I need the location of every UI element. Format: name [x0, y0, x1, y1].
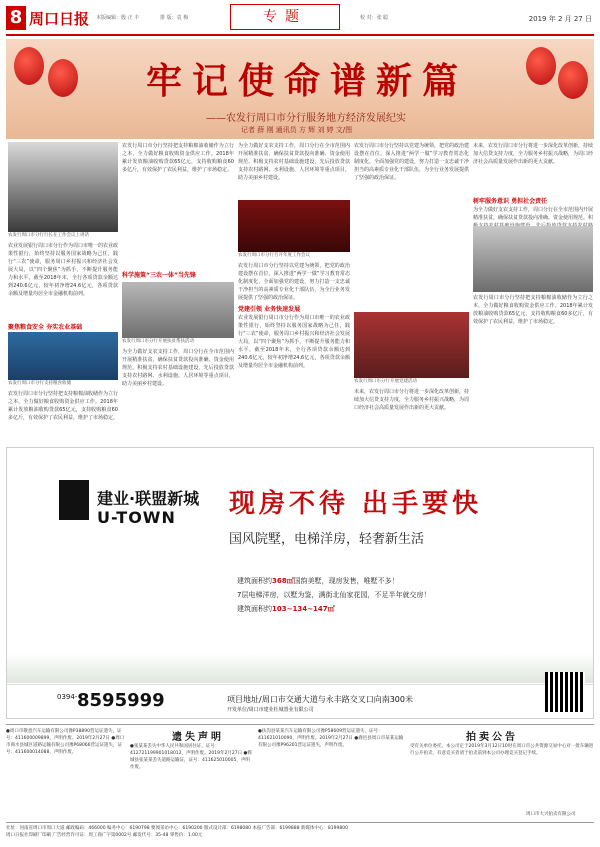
ad-apartment-line: 7层电梯洋房，以墅为鉴，满街北仙家花园，不足半年就交房！	[237, 591, 431, 599]
ad-phone-prefix: 0394-	[57, 693, 78, 701]
ad-address: 项目地址/周口市交通大道与永丰路交叉口向南300米	[227, 695, 413, 704]
article-text-col4: 未来，农发行周口市分行将进一步深化改革创新，持续加大信贷支持力度，全力服务乡村振兴战略，为周口经济社会高质量发展作出新的更大贡献。	[354, 389, 470, 411]
ad-phone: 8595999	[77, 690, 165, 711]
subhead-service: 树牢服务意识 勇担社会责任	[473, 198, 548, 205]
photo-caption: 农发行周口市分行开展扶贫帮扶活动	[122, 339, 194, 344]
photo-party-event	[354, 312, 469, 378]
notice-column-1: ●周口市敬意汽车运输有限公司豫P38890营运证遗失，证号：411600009899，声明作废。2019年2月27日 ●周口市商水县城区道路运输有限公司豫P68066营运证遗失，证号：411600014088，声明作废。	[6, 729, 125, 755]
ad-line-suffix: 国韵美墅，现房发售，唯墅不多！	[293, 577, 399, 585]
ad-skyline-image	[7, 653, 593, 683]
u-town-logo-icon	[59, 480, 89, 520]
article-text-col3: 农业发展银行周口市分行作为周口市唯一的农业政策性银行，始终坚持以服务国家战略为己任，践行“三农”使命，服务周口乡村振兴和经济社会发展大局，以“四个聚焦”为抓手，不断提升服务能力和水平。截至2018年末，全行各项贷款余额达到240.6亿元，较年初净增24.6亿元，各项贷款余额及增量均居全市金融机构前列。	[238, 315, 350, 369]
notices-section	[6, 724, 594, 824]
article-text-col5a: 未来，农发行周口市分行将进一步深化改革创新，持续加大信贷支持力度，全力服务乡村振兴战略，为周口经济社会高质量发展作出新的更大贡献。	[473, 143, 594, 165]
photo-field-visit	[122, 282, 234, 338]
lantern-icon	[48, 59, 78, 97]
editor-info: 本版编辑：殷 正 丰	[96, 15, 140, 21]
article-text-col1: 农发行周口市分行坚持把支持粮棉油收储作为立行之本，全力做好粮食收购资金供应工作。2018年累计发放粮油收购贷款65亿元，支持收购粮食60多亿斤，有效保护了农民利益，维护了市场稳定。	[8, 391, 119, 421]
layout-info: 排 版：袁 梅	[160, 15, 189, 21]
byline: 记者 薛 刚 通讯员 方 辉 刘 婷 文/图	[241, 126, 353, 134]
page-number: 8	[6, 6, 26, 30]
article-text-col2: 为全力做好支农支持工作，周口分行在全市范围内开展精准扶贫，确保扶贫贷款投向准确、资金使用规范。积极支持农村基础设施建设，先后投放贷款支持农村路网、水利设施、人居环境等重点项目，助力美丽乡村建设。	[122, 349, 234, 387]
ad-brand-en: U-TOWN	[97, 508, 176, 527]
photo-caption: 农发行周口市分行支持粮食收储	[8, 381, 71, 386]
qr-code-icon	[545, 672, 585, 712]
page-footer	[6, 822, 594, 844]
lost-notice-title: 遗失声明	[172, 732, 224, 743]
section-tab: 专题	[230, 4, 340, 30]
proof-info: 校 对：张 聪	[360, 15, 389, 21]
ad-line-prefix: 建筑面积约	[237, 577, 272, 585]
photo-meeting	[238, 200, 350, 252]
ad-area-line	[237, 604, 335, 614]
notice-column-2: ●张某某丢失中华人民共和国居住证，证号：412721199901018012，声明作废。2019年2月27日 ●郸城县张某某丢失道路运输证，证号：411625010005，声明作废。	[130, 744, 252, 770]
subhead-three-rural: 科学施策“三农一体”当先锋	[122, 272, 196, 279]
article-text-col3b: 农发行周口市分行坚持以党建为统领，把党的政治建设摆在首位，深入推进“两学一做”学习教育常态化制度化，全面加强党的建设，努力打造一支忠诚干净担当的高素质专业化干部队伍，为全行业务发展提供了坚强的政治保证。	[238, 263, 350, 301]
article-text-col5: 农发行周口市分行坚持把支持粮棉油收储作为立行之本，全力做好粮食收购资金供应工作。2018年累计发放粮油收购贷款65亿元，支持收购粮食60多亿斤，有效保护了农民利益，维护了市场稳定。	[473, 295, 593, 325]
feature-banner	[6, 39, 594, 139]
auction-notice-title: 拍卖公告	[466, 732, 518, 743]
issue-date: 2019 年 2 月 27 日	[528, 15, 592, 23]
article-text-col1-intro: 农业发展银行周口市分行作为周口市唯一的农业政策性银行，始终坚持以服务国家战略为己任，践行“三农”使命，服务周口乡村振兴和经济社会发展大局，以“四个聚焦”为抓手，不断提升服务能力和水平。截至2018年末，全行各项贷款余额达到240.6亿元，较年初净增24.6亿元，各项贷款余额及增量均居全市金融机构前列。	[8, 243, 119, 297]
photo-signing	[8, 332, 118, 380]
lantern-icon	[526, 47, 556, 85]
ad-villa-area: 368㎡	[272, 577, 294, 585]
lantern-icon	[558, 61, 588, 99]
subhead-party: 党建引领 业务快速发展	[238, 306, 301, 313]
article-text-col3a: 为全力做好支农支持工作，周口分行在全市范围内开展精准扶贫，确保扶贫贷款投向准确、资金使用规范。积极支持农村基础设施建设，先后投放贷款支持农村路网、水利设施、人居环境等重点项目，助力美丽乡村建设。	[238, 143, 350, 181]
photo-bank-leader	[8, 142, 118, 232]
ad-line-prefix: 建筑面积约	[237, 605, 272, 613]
photo-caption: 农发行周口市分行行长在工作会议上讲话	[8, 233, 89, 238]
header-divider	[6, 34, 594, 36]
lantern-icon	[14, 47, 44, 85]
real-estate-ad	[6, 447, 594, 719]
paper-name: 周口日报	[29, 10, 90, 28]
banner-subtitle: ——农发行周口市分行服务地方经济发展纪实	[206, 113, 406, 124]
ad-slogan: 现房不待 出手要快	[229, 489, 483, 519]
photo-caption: 农发行周口市分行召开年度工作会议	[238, 253, 310, 258]
ad-tagline: 国风院墅，电梯洋房，轻奢新生活	[229, 532, 425, 547]
notice-column-3: ●扶沟县某某汽车运输有限公司豫P58609营运证遗失，证号：411621010090，声明作废。2019年2月27日 ●鹿邑县周口市某某运输有限公司豫P96201营运证遗失，声明作废。	[258, 729, 404, 748]
masthead	[0, 0, 600, 38]
article-text-col4a: 农发行周口市分行坚持以党建为统领，把党的政治建设摆在首位，深入推进“两学一做”学习教育常态化制度化，全面加强党的建设，努力打造一支忠诚干净担当的高素质专业化干部队伍，为全行业务发展提供了坚强的政治保证。	[354, 143, 470, 181]
article-text-col5b: 为全力做好支农支持工作，周口分行在全市范围内开展精准扶贫，确保扶贫贷款投向准确、资金使用规范。积	[473, 207, 594, 221]
footer-address: 社址：河南省周口市周口大道 邮政编码：466000 编务中心：6190798 要闻采访中心：6190200 版式设计部：6198080 本报广告部：6199888 新媒体中心：8199800	[6, 826, 348, 831]
ad-apartment-area: 103~134~147㎡	[272, 605, 335, 613]
ad-developer: 开发单位/周口市建业杜城置业有限公司	[227, 707, 314, 713]
auction-notice-body: 受有关单位委托，本公司定于2019年3月12日10时在周口市公共资源交易中心对一批车辆进行公开拍卖，有意竞买者请于拍卖前到本公司办理竞买登记手续。	[410, 744, 594, 756]
photo-caption: 农发行周口市分行开展党建活动	[354, 379, 417, 384]
banner-title: 牢记使命谱新篇	[146, 60, 469, 102]
ad-brand: 建业·联盟新城	[97, 489, 200, 508]
subhead-grain: 聚焦粮食安全 夯实农业基础	[8, 324, 83, 331]
footer-print-info: 周口日报社印刷厂印刷 广告经营许可证：周工商广字第0002号 邮发代号：35-48 零售价：1.00元	[6, 833, 203, 838]
article-text-col2a: 农发行周口市分行坚持把支持粮棉油收储作为立行之本，全力做好粮食收购资金供应工作。2018年累计发放粮油收购贷款65亿元，支持收购粮食60多亿斤，有效保护了农民利益，维护了市场稳定。	[122, 143, 234, 173]
auction-org: 周口市大兴拍卖有限公司	[526, 812, 576, 817]
ad-villa-line	[237, 576, 399, 586]
photo-poverty-relief	[473, 226, 593, 292]
